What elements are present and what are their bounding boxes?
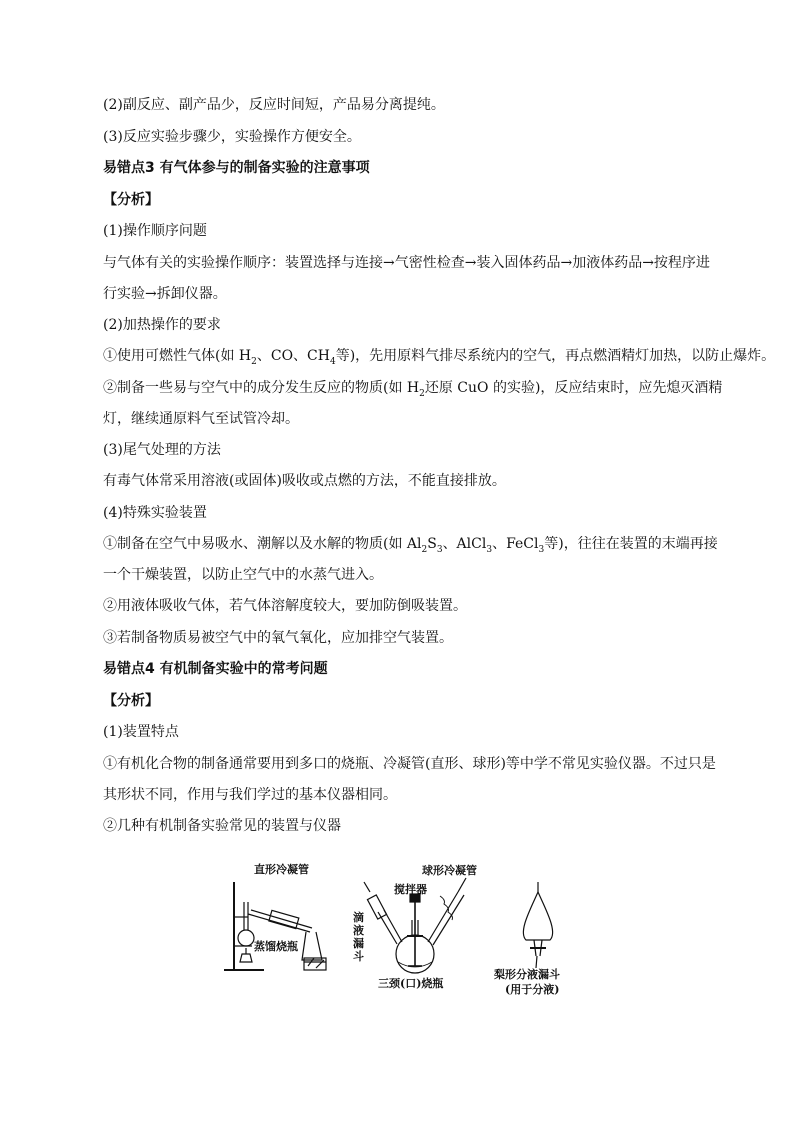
paragraph: (2)副反应、副产品少，反应时间短，产品易分离提纯。 (103, 97, 445, 113)
analysis-label: 【分析】 (103, 692, 159, 709)
document-body (103, 96, 776, 848)
separatory-funnel-use-label: (用于分液) (505, 983, 560, 996)
text-span: 还原 CuO 的实验)，反应结束时，应先熄灭酒精灯，继续通原料气至试管冷却。 (103, 379, 723, 427)
text-span: ①使用可燃性气体(如 H (103, 348, 252, 364)
paragraph: (3)反应实验步骤少，实验操作方便安全。 (103, 128, 361, 145)
subscript: 3 (486, 544, 493, 555)
paragraph: ②几种有机制备实验常见的装置与仪器 (103, 817, 341, 834)
stirrer-label: 搅拌器 (394, 883, 427, 896)
subsection-title: (2)加热操作的要求 (103, 316, 221, 333)
subsection-title: (3)尾气处理的方法 (103, 441, 221, 458)
subscript: 2 (421, 544, 428, 555)
paragraph (103, 529, 723, 591)
three-neck-flask-label: 三颈(口)烧瓶 (378, 977, 444, 990)
subscript: 2 (251, 356, 257, 367)
subsection-title: (1)装置特点 (103, 724, 179, 740)
text-span: 、AlCl (442, 536, 487, 552)
paragraph: 有毒气体常采用溶液(或固体)吸收或点燃的方法，不能直接排放。 (103, 473, 506, 489)
text-span: S (427, 536, 437, 552)
distilling-flask-label: 蒸馏烧瓶 (254, 940, 298, 953)
text-span: ①制备在空气中易吸水、潮解以及水解的物质(如 Al (103, 536, 422, 552)
subscript: 4 (329, 356, 336, 367)
straight-condenser-label: 直形冷凝管 (254, 863, 309, 876)
text-span: 等)，往往在装置的末端再接一个干燥装置，以防止空气中的水蒸气进入。 (103, 536, 718, 583)
section-heading: 易错点3 有气体参与的制备实验的注意事项 (103, 160, 370, 176)
apparatus-figure (218, 862, 590, 1000)
distillation-apparatus-drawing (224, 882, 326, 970)
text-span: 等)，先用原料气排尽系统内的空气，再点燃酒精灯加热，以防止爆炸。 (335, 348, 776, 364)
subscript: 3 (436, 544, 443, 555)
paragraph: 与气体有关的实验操作顺序：装置选择与连接→气密性检查→装入固体药品→加液体药品→按程序进行实验→拆卸仪器。 (103, 254, 710, 302)
separatory-funnel-label: 梨形分液漏斗 (494, 968, 560, 981)
separatory-funnel-drawing (523, 882, 552, 968)
bulb-condenser-label: 球形冷凝管 (422, 864, 477, 877)
paragraph (103, 373, 723, 435)
analysis-label: 【分析】 (103, 191, 159, 208)
paragraph: ②用液体吸收气体，若气体溶解度较大，要加防倒吸装置。 (103, 598, 467, 614)
paragraph (103, 347, 776, 367)
text-span: ②制备一些易与空气中的成分发生反应的物质(如 H (103, 379, 420, 396)
text-span: 、FeCl (492, 536, 539, 552)
dropping-funnel-label: 滴液漏斗 (353, 911, 364, 963)
subsection-title: (1)操作顺序问题 (103, 223, 207, 239)
subsection-title: (4)特殊实验装置 (103, 504, 207, 521)
text-span: 、CO、CH (256, 348, 330, 364)
subscript: 2 (419, 388, 425, 399)
section-heading: 易错点4 有机制备实验中的常考问题 (103, 661, 328, 677)
paragraph: ③若制备物质易被空气中的氧气氧化，应加排空气装置。 (103, 629, 453, 646)
subscript: 3 (538, 544, 545, 555)
paragraph: ①有机化合物的制备通常要用到多口的烧瓶、冷凝管(直形、球形)等中学不常见实验仪器。不过只是其形状不同，作用与我们学过的基本仪器相同。 (103, 755, 716, 803)
